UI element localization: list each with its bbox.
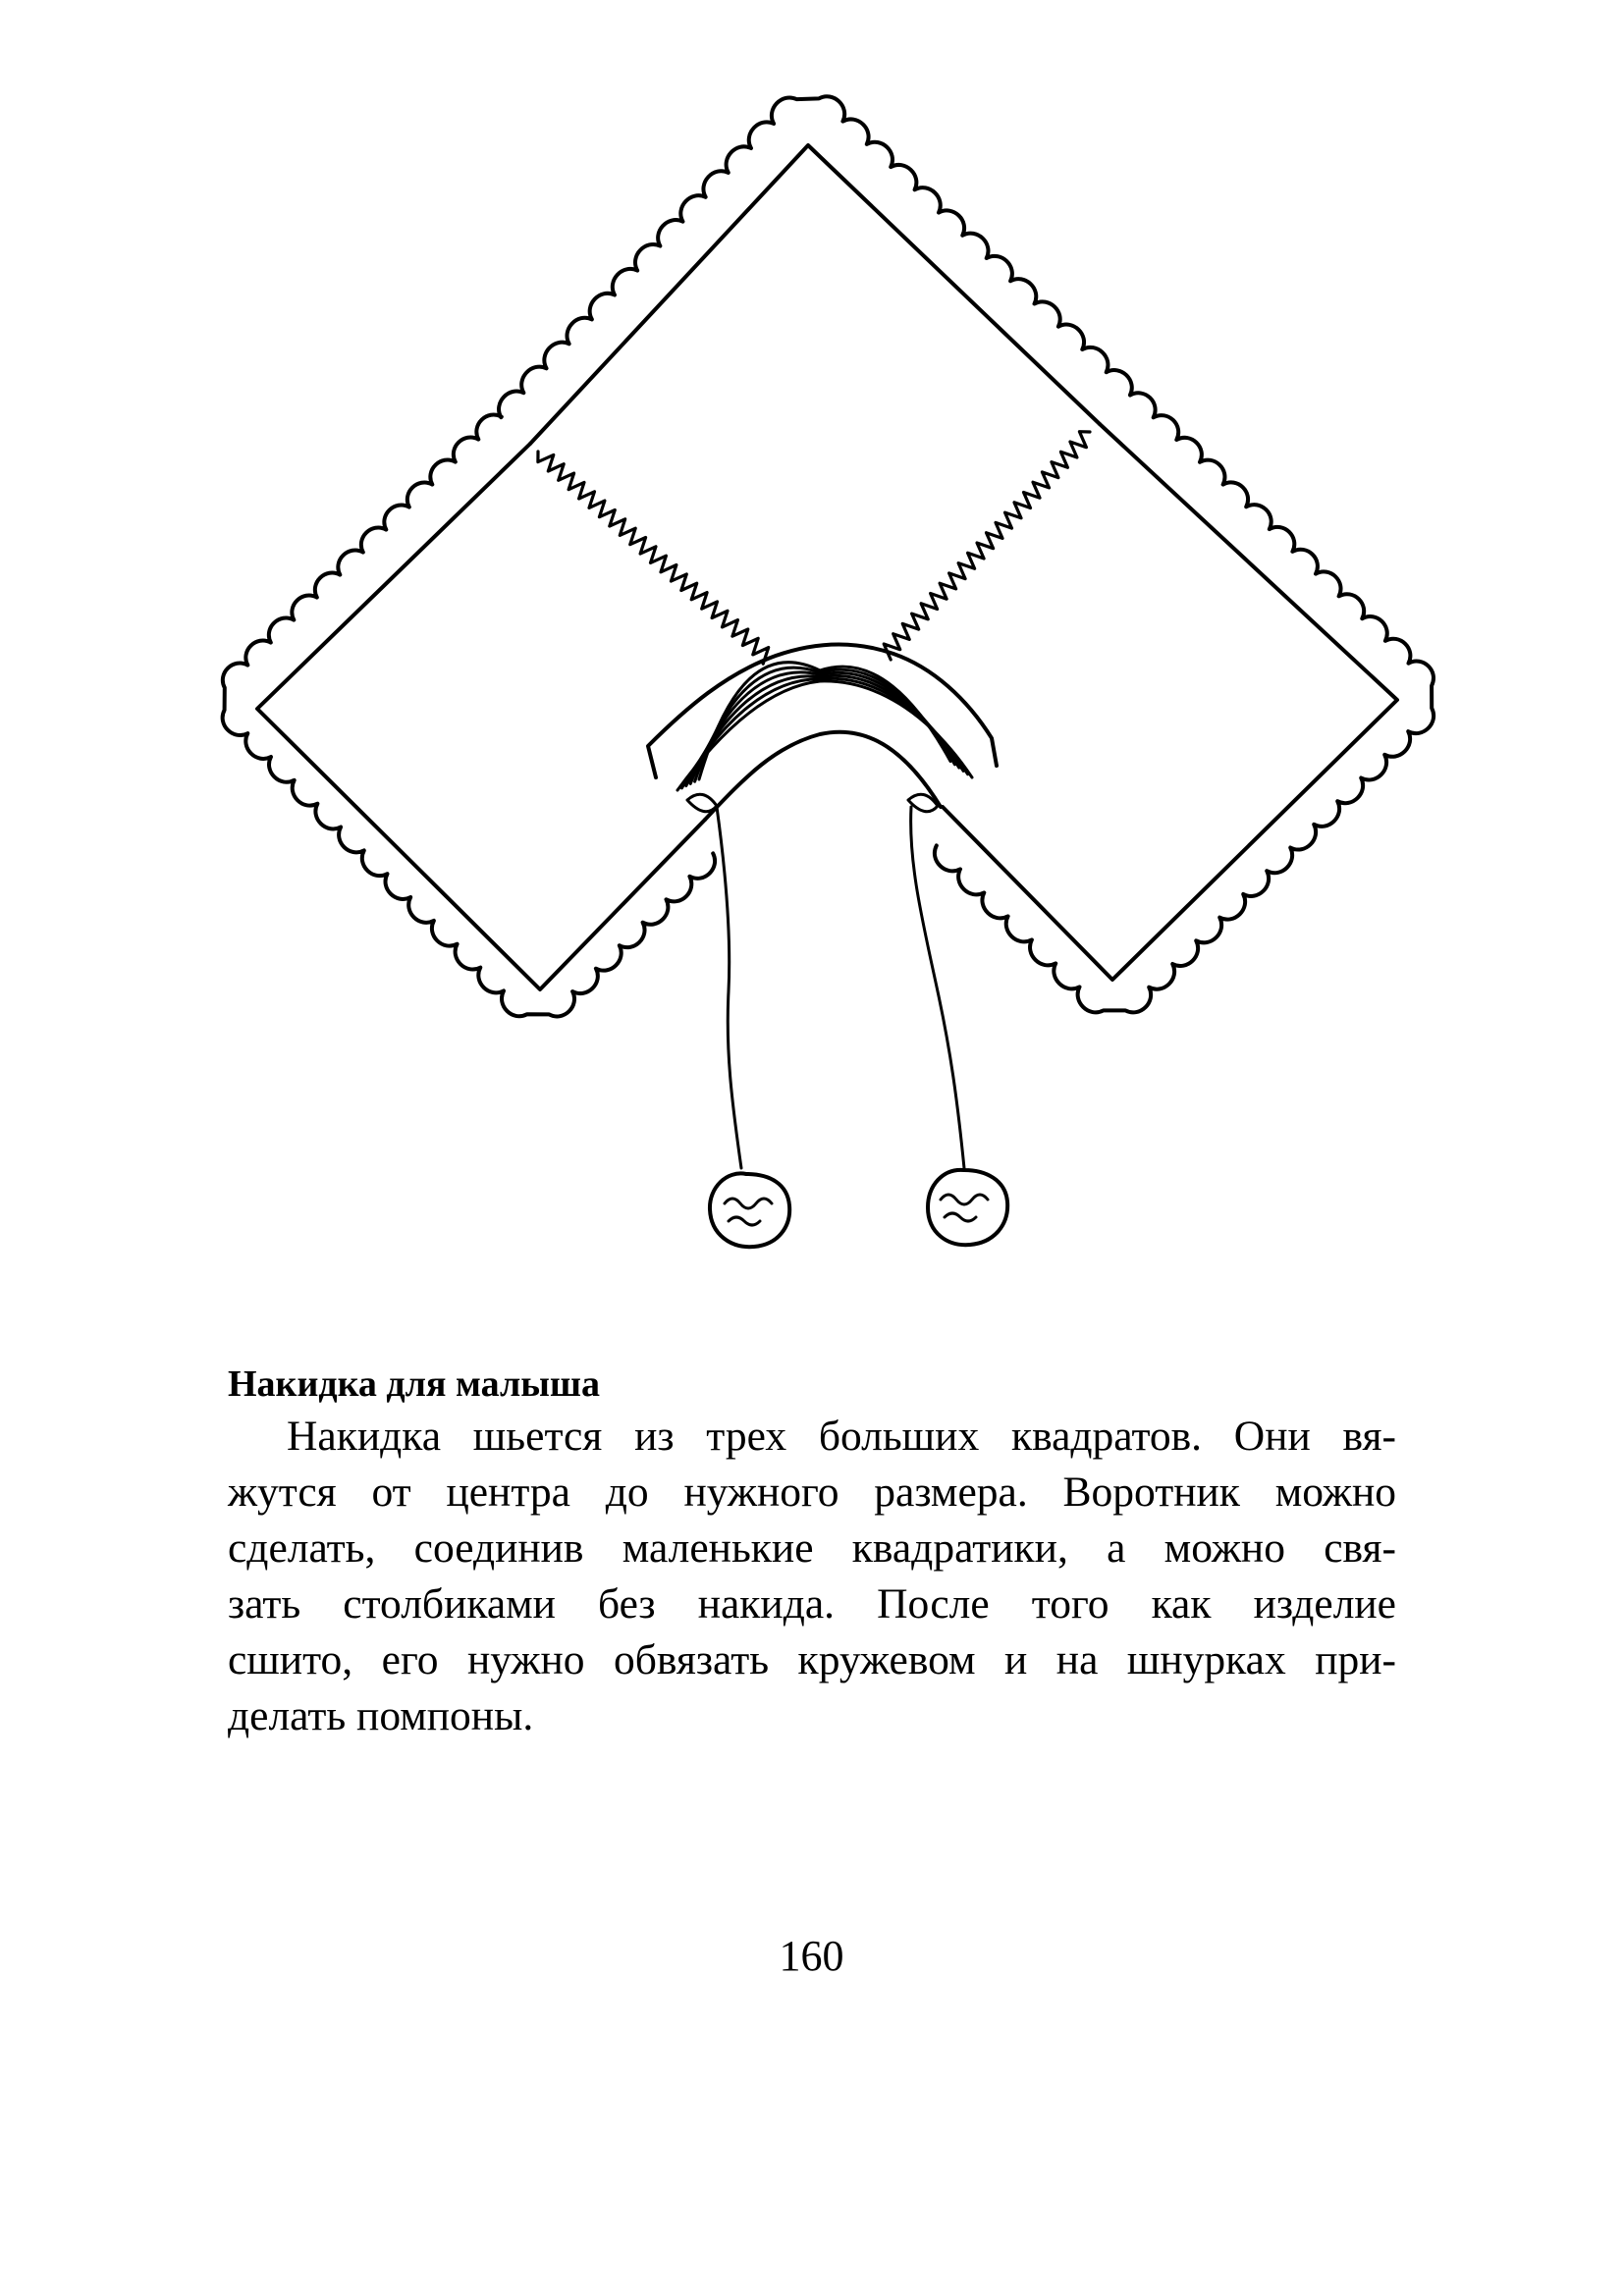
right-lace-edge xyxy=(935,393,1434,1012)
left-tie-cord xyxy=(717,807,741,1168)
paragraph-line: Накидка шьется из трех больших квадратов. Они вя- xyxy=(287,1413,1396,1460)
left-seam xyxy=(538,452,769,664)
right-seam xyxy=(884,432,1090,660)
zigzag-seams xyxy=(538,432,1090,665)
cape-squares xyxy=(257,145,1397,989)
paragraph-line: зать столбиками без накида. После того как изделие xyxy=(228,1580,1396,1628)
text-block xyxy=(228,1360,1396,1744)
paragraph-line: сделать, соединив маленькие квадратики, а можно свя- xyxy=(228,1524,1396,1572)
page-number: 160 xyxy=(779,1932,844,1980)
ties-with-pompoms xyxy=(710,807,1007,1247)
right-square-outline xyxy=(943,424,1397,980)
collar-inner-edge xyxy=(705,732,941,820)
lace-edging xyxy=(223,96,1434,1016)
right-pompom xyxy=(928,1170,1007,1245)
top-lace-edge xyxy=(499,96,1132,417)
body-paragraph xyxy=(228,1409,1396,1744)
paragraph-line: сшито, его нужно обвязать кружевом и на шнурках при- xyxy=(228,1636,1396,1683)
collar-stitch-row xyxy=(677,681,972,790)
section-heading: Накидка для малыша xyxy=(228,1363,601,1405)
left-pompom xyxy=(710,1173,789,1247)
left-tie-loop xyxy=(687,794,717,812)
left-square-outline xyxy=(257,444,705,989)
collar xyxy=(648,644,997,820)
paragraph-line: делать помпоны. xyxy=(228,1692,534,1739)
paragraph-line: жутся от центра до нужного размера. Воротник можно xyxy=(228,1468,1396,1516)
